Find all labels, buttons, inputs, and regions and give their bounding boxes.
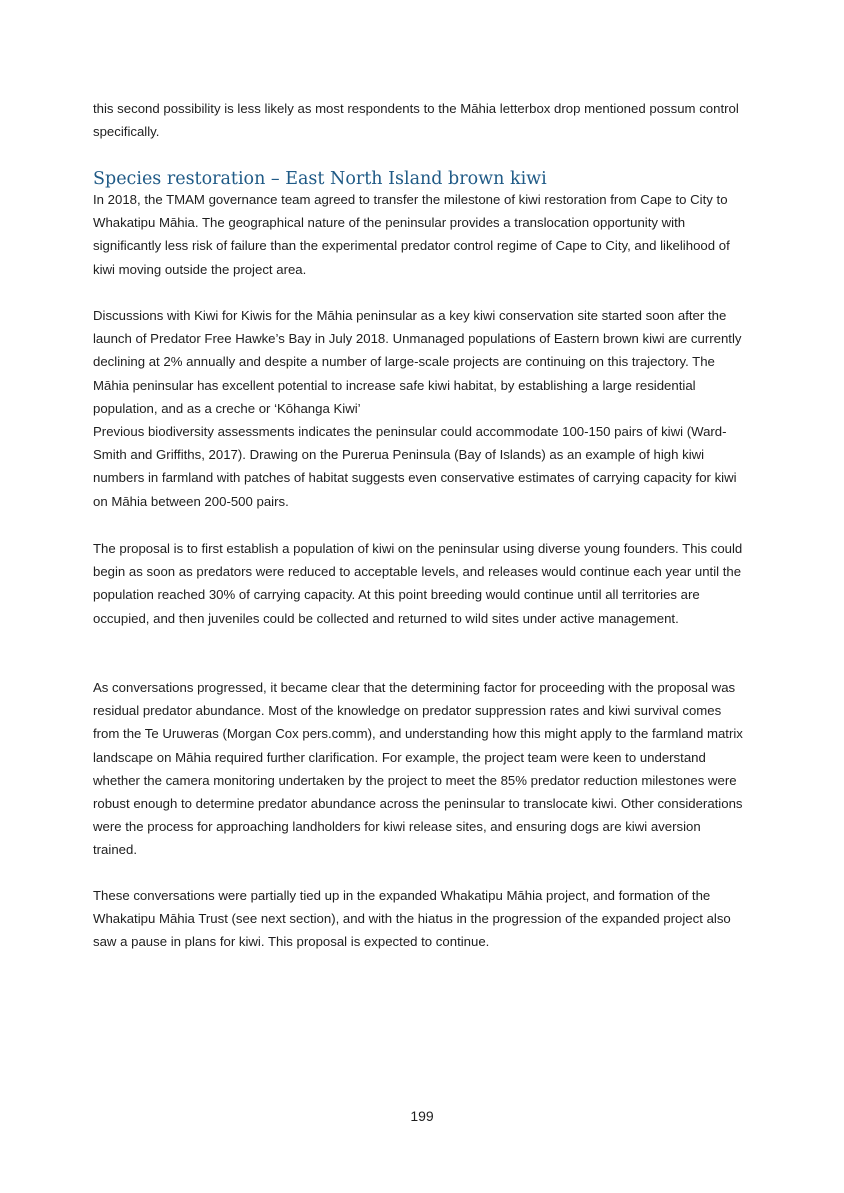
paragraph-proposal: The proposal is to first establish a population of kiwi on the peninsular using diverse young founders. This could begin as soon as predators were reduced to acceptable levels, and releases would continue each year until the population reached 30% of carrying capacity. At this point breeding would continue until all territories are occupied, and then juveniles could be collected and returned to wild sites under active management. [93,541,743,626]
intro-paragraph: this second possibility is less likely as most respondents to the Māhia letterbox drop mentioned possum control specifically. [93,101,739,140]
section-heading: Species restoration – East North Island brown kiwi [93,169,547,189]
paragraph-kiwi-transfer: In 2018, the TMAM governance team agreed to transfer the milestone of kiwi restoration from Cape to City to Whakatipu Māhia. The geographical nature of the peninsular provides a translocation opportunity with significantly less risk of failure than the experimental predator control regime of Cape to City, and likelihood of kiwi moving outside the project area. [93,192,730,277]
page-number: 199 [410,1108,434,1124]
paragraph-kiwi-discussions: Discussions with Kiwi for Kiwis for the Māhia peninsular as a key kiwi conservation site started soon after the launch of Predator Free Hawke’s Bay in July 2018. Unmanaged populations of Eastern brown kiwi are currently declining at 2% annually and despite a number of large-scale projects are continuing on this trajectory. The Māhia peninsular has excellent potential to increase safe kiwi habitat, by establishing a large residential population, and as a creche or ‘Kōhanga Kiwi’ [93,308,742,416]
paragraph-expanded-project: These conversations were partially tied up in the expanded Whakatipu Māhia project, and formation of the Whakatipu Māhia Trust (see next section), and with the hiatus in the progression of the expanded project also saw a pause in plans for kiwi. This proposal is expected to continue. [93,888,731,950]
paragraph-conversations: As conversations progressed, it became clear that the determining factor for proceeding with the proposal was residual predator abundance. Most of the knowledge on predator suppression rates and kiwi survival comes from the Te Uruweras (Morgan Cox pers.comm), and understanding how this might apply to the farmland matrix landscape on Māhia required further clarification. For example, the project team were keen to understand whether the camera monitoring undertaken by the project to meet the 85% predator reduction milestones were robust enough to determine predator abundance across the peninsular to translocate kiwi. Other considerations were the process for approaching landholders for kiwi release sites, and ensuring dogs are kiwi aversion trained. [93,680,743,858]
paragraph-biodiversity-assessments: Previous biodiversity assessments indicates the peninsular could accommodate 100-150 pairs of kiwi (Ward-Smith and Griffiths, 2017). Drawing on the Purerua Peninsula (Bay of Islands) as an example of high kiwi numbers in farmland with patches of habitat suggests even conservative estimates of carrying capacity for kiwi on Māhia between 200-500 pairs. [93,424,737,509]
